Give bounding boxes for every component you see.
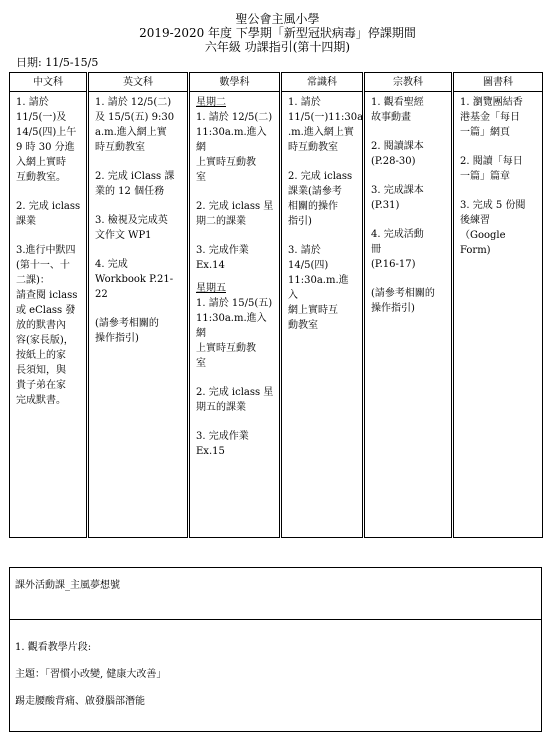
- math-tue-item-3: 3. 完成作業 Ex.14: [196, 245, 249, 271]
- grade-title: 六年級 功課指引(第十四期): [204, 40, 351, 54]
- extra-activity-title: 課外活動課_主風夢想號: [10, 568, 541, 620]
- library-item-1: 1. 瀏覽團結香 港基金「每日 一篇」網頁: [460, 97, 523, 138]
- math-fri-item-2: 2. 完成 iclass 星 期五的課業: [196, 387, 274, 413]
- chinese-item-3: 3.進行中默四 (第十一、十 二課)： 請查閱 iclass 或 eClass 發 放的默書內 容(家長版)， 按紙上的家 長須知，與 貴子弟在家 完成默書。: [16, 245, 78, 406]
- english-item-2: 2. 完成 iClass 課 業的 12 個任務: [95, 171, 175, 197]
- chinese-item-2: 2. 完成 iclass 課業: [16, 201, 81, 227]
- chinese-item-1: 1. 請於 11/5(一)及 14/5(四)上午 9 時 30 分進 入網上實時 互動教室。: [16, 97, 77, 183]
- math-tue-item-2: 2. 完成 iclass 星 期二的課業: [196, 201, 274, 227]
- math-friday-heading: 星期五: [196, 283, 226, 294]
- date-range: 日期: 11/5-15/5: [16, 56, 99, 69]
- period-title: 2019-2020 年度 下學期「新型冠狀病毒」停課期間: [139, 26, 416, 40]
- col-religion: 宗教科: [364, 73, 453, 92]
- math-fri-item-3: 3. 完成作業 Ex.15: [196, 431, 249, 457]
- homework-table: [9, 72, 543, 538]
- cell-math: [189, 92, 281, 538]
- content-row: [10, 92, 543, 538]
- religion-item-4: 4. 完成活動 冊 (P.16-17): [371, 229, 424, 270]
- english-note: (請參考相關的 操作指引): [95, 318, 159, 344]
- religion-item-3: 3. 完成課本 (P.31): [371, 185, 424, 211]
- cell-chinese: [10, 92, 88, 538]
- header-row: [10, 73, 543, 92]
- col-library: 圖書科: [453, 73, 543, 92]
- cell-religion: [364, 92, 453, 538]
- math-tuesday-heading: 星期二: [196, 97, 226, 108]
- extra-activity-line3: 踢走腰酸背痛、啟發腦部潛能: [15, 696, 145, 707]
- library-item-3: 3. 完成 5 份閱 後練習 （Google Form): [460, 200, 526, 256]
- extra-activity-theme: 主題：「習慣小改變, 健康大改善」: [15, 669, 167, 680]
- col-math: 數學科: [189, 73, 281, 92]
- english-item-4: 4. 完成 Workbook P.21-22: [95, 259, 174, 300]
- math-tue-item-1: 1. 請於 12/5(二) 11:30a.m.進入網 上實時互動教 室: [196, 112, 273, 183]
- cell-english: [88, 92, 189, 538]
- cell-general-studies: [281, 92, 364, 538]
- extra-activity-box: [9, 567, 542, 732]
- cell-library: [453, 92, 543, 538]
- religion-item-2: 2. 閱讀課本 (P.28-30): [371, 141, 424, 167]
- math-fri-item-1: 1. 請於 15/5(五) 11:30a.m.進入網 上實時互動教 室: [196, 298, 273, 369]
- english-item-1: 1. 請於 12/5(二) 及 15/5(五) 9:30 a.m.進入網上實 時互動教室: [95, 97, 175, 153]
- col-general-studies: 常識科: [281, 73, 364, 92]
- extra-activity-item: 1. 觀看教學片段:: [15, 642, 92, 653]
- col-chinese: 中文科: [10, 73, 88, 92]
- religion-note: (請參考相關的 操作指引): [371, 288, 435, 314]
- religion-item-1: 1. 觀看聖經 故事動畫: [371, 97, 424, 123]
- english-item-3: 3. 檢視及完成英 文作文 WP1: [95, 215, 168, 241]
- col-english: 英文科: [88, 73, 189, 92]
- gs-item-3: 3. 請於 14/5(四) 11:30a.m.進入 網上實時互 動教室: [288, 245, 349, 331]
- gs-item-1: 1. 請於 11/5(一)11:30a .m.進入網上實 時互動教室: [288, 97, 364, 153]
- library-item-2: 2. 閱讀「每日 一篇」篇章: [460, 156, 523, 182]
- gs-item-2: 2. 完成 iclass 課業(請參考 相關的操作 指引): [288, 171, 353, 227]
- school-name: 聖公會主風小學: [235, 12, 320, 26]
